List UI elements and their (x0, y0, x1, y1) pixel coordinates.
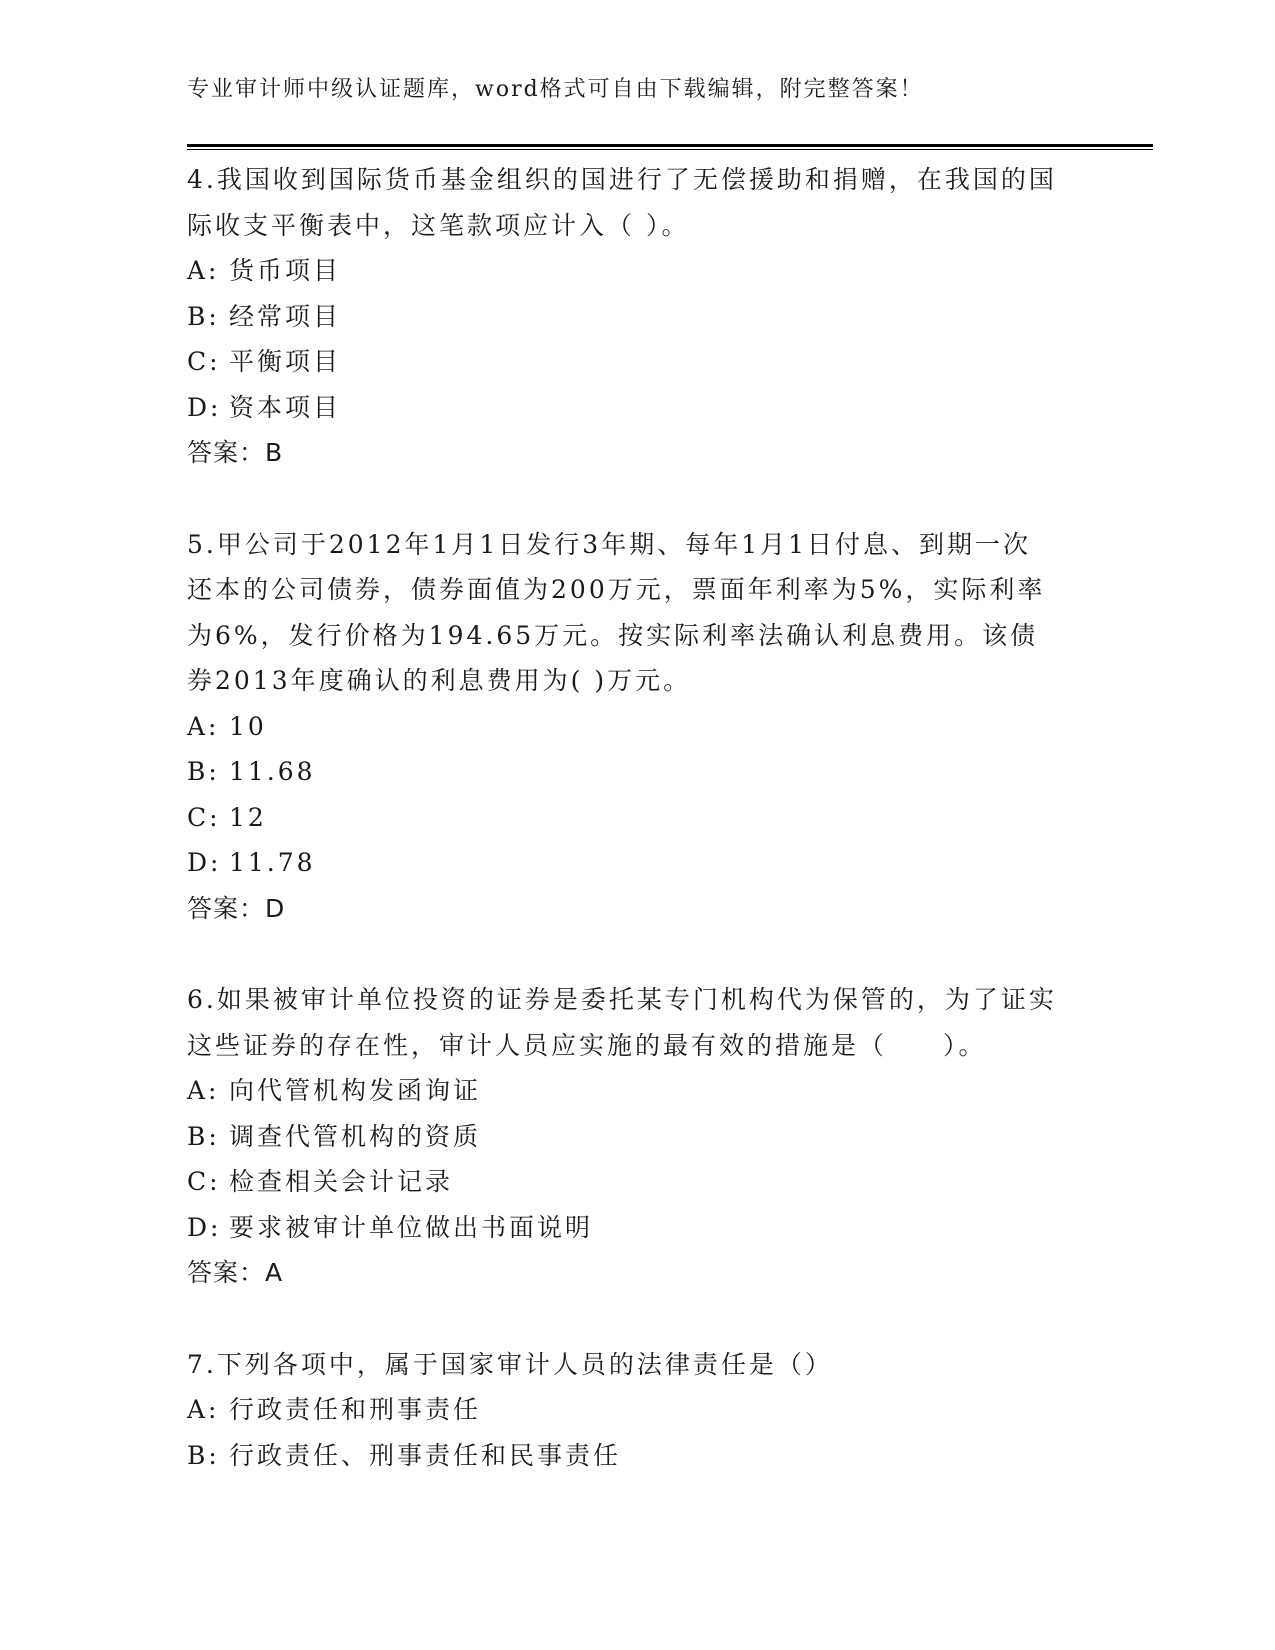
option-text: 经常项目 (229, 301, 342, 331)
answer-line: 答案：D (187, 893, 286, 923)
option-letter: D: (187, 1212, 222, 1242)
option-d (187, 1205, 1087, 1251)
question-stem: 7.下列各项中，属于国家审计人员的法律责任是（） (187, 1349, 833, 1379)
question-6 (187, 977, 1087, 1296)
question-stem: 6.如果被审计单位投资的证券是委托某专门机构代为保管的，为了证实这些证券的存在性，审计人员应实施的最有效的措施是（ ）。 (187, 985, 1057, 1060)
option-a (187, 1068, 1087, 1114)
option-text: 调查代管机构的资质 (229, 1121, 482, 1151)
option-letter: A: (187, 1076, 220, 1105)
header-divider-thick-line (187, 144, 1153, 147)
option-letter: C: (187, 347, 221, 376)
option-b (187, 1114, 1087, 1160)
option-text: 要求被审计单位做出书面说明 (229, 1212, 594, 1242)
option-text: 资本项目 (229, 392, 342, 422)
option-text: 12 (229, 802, 267, 832)
option-letter: B: (187, 757, 220, 786)
option-text: 行政责任、刑事责任和民事责任 (229, 1440, 622, 1470)
header-divider (187, 144, 1153, 151)
option-d (187, 840, 1087, 886)
question-list (187, 157, 1087, 1524)
option-letter: B: (187, 301, 220, 331)
option-letter: D: (187, 392, 222, 422)
option-letter: B: (187, 1440, 220, 1470)
answer-line: 答案：A (187, 1258, 284, 1287)
option-text: 11.68 (229, 757, 316, 786)
option-letter: A: (187, 256, 220, 285)
option-c (187, 1159, 1087, 1205)
option-letter: D: (187, 848, 222, 877)
option-c (187, 795, 1087, 841)
header-divider-thin-line (187, 149, 1153, 150)
page-header: 专业审计师中级认证题库，word格式可自由下载编辑，附完整答案！ (187, 77, 924, 102)
option-letter: C: (187, 1167, 221, 1196)
option-a (187, 704, 1087, 750)
question-7 (187, 1342, 1087, 1479)
option-text: 向代管机构发函询证 (229, 1076, 482, 1105)
option-letter: A: (187, 1395, 220, 1424)
option-text: 10 (229, 711, 267, 741)
question-stem: 4.我国收到国际货币基金组织的国进行了无偿援助和捐赠，在我国的国际收支平衡表中，这笔款项应计入（ ）。 (187, 165, 1057, 240)
question-4 (187, 157, 1087, 476)
option-a (187, 248, 1087, 294)
option-text: 行政责任和刑事责任 (229, 1395, 482, 1424)
option-letter: B: (187, 1121, 220, 1151)
question-5 (187, 522, 1087, 932)
option-d (187, 385, 1087, 431)
option-text: 检查相关会计记录 (229, 1167, 454, 1196)
option-letter: C: (187, 802, 221, 832)
option-letter: A: (187, 711, 220, 741)
option-text: 平衡项目 (229, 347, 342, 376)
question-stem: 5.甲公司于2012年1月1日发行3年期、每年1月1日付息、到期一次还本的公司债券，债券面值为200万元，票面年利率为5%，实际利率为6%，发行价格为194.65万元。按实际利率法确认利息费用。该债券2013年度确认的利息费用为( )万元。 (187, 529, 1046, 695)
option-c (187, 339, 1087, 385)
option-text: 11.78 (229, 848, 316, 877)
option-b (187, 749, 1087, 795)
option-b (187, 294, 1087, 340)
option-b (187, 1433, 1087, 1479)
option-a (187, 1387, 1087, 1433)
option-text: 货币项目 (229, 256, 342, 285)
answer-line: 答案：B (187, 438, 284, 467)
